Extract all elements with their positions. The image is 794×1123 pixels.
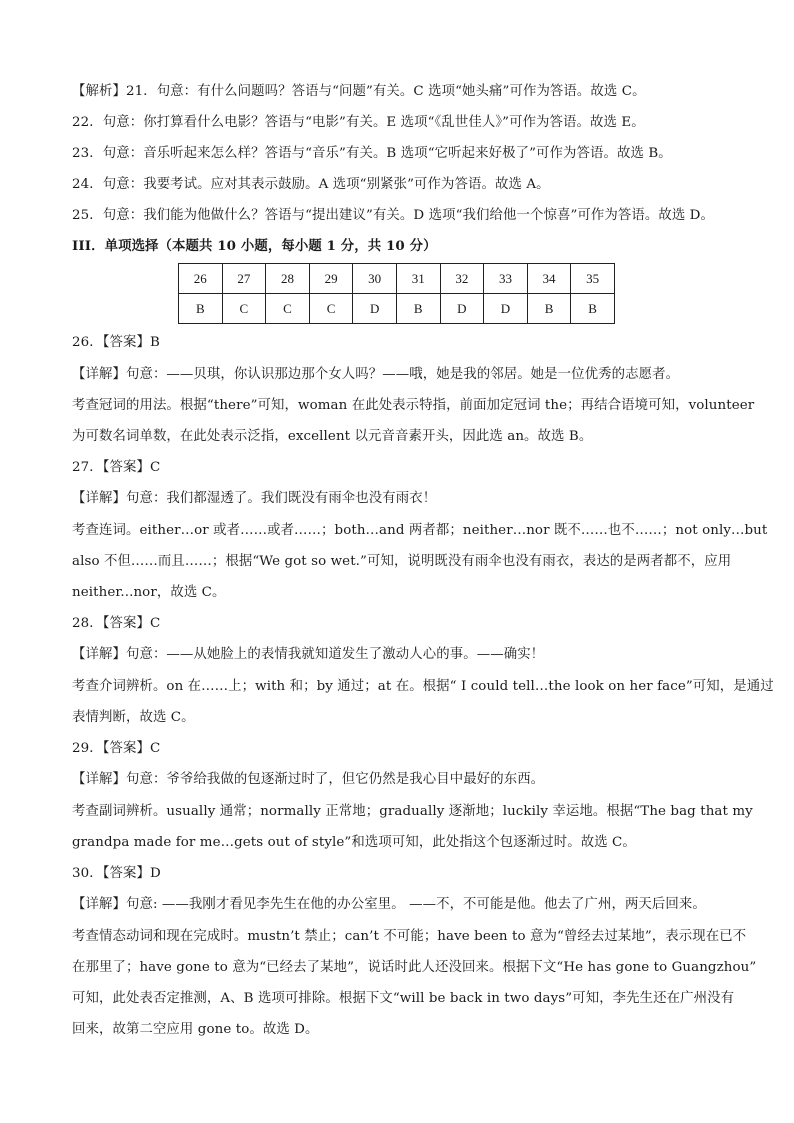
table-cell-number: 31 bbox=[396, 264, 440, 294]
table-cell-answer: C bbox=[266, 294, 310, 324]
detail-27-line-2: 考查连词。either…or 或者……或者……；both…and 两者都；neither…nor 既不……也不……；not only…but bbox=[72, 523, 768, 538]
answer-30: 30．【答案】D bbox=[72, 866, 161, 881]
table-cell-number: 32 bbox=[440, 264, 484, 294]
detail-28-line-1: 【详解】句意：——从她脸上的表情我就知道发生了激动人心的事。——确实！ bbox=[72, 647, 545, 662]
detail-26-line-3: 为可数名词单数，在此处表示泛指，excellent 以元音音素开头，因此选 an。故选 B。 bbox=[72, 429, 593, 444]
detail-30-line-1: 【详解】句意: ——我刚才看见李先生在他的办公室里。 ——不，不可能是他。他去了广州，两天后回来。 bbox=[72, 897, 706, 912]
answer-29: 29．【答案】C bbox=[72, 741, 161, 756]
detail-28-line-2: 考查介词辨析。on 在……上；with 和；by 通过；at 在。根据“ I could tell…the look on her face”可知，是通过 bbox=[72, 679, 774, 694]
detail-27-line-3: also 不但……而且……；根据“We got so wet.”可知，说明既没有雨伞也没有雨衣，表达的是两者都不，应用 bbox=[72, 554, 732, 569]
table-cell-answer: B bbox=[571, 294, 615, 324]
table-cell-number: 29 bbox=[309, 264, 353, 294]
table-cell-number: 27 bbox=[222, 264, 266, 294]
table-cell-answer: C bbox=[222, 294, 266, 324]
table-cell-answer: B bbox=[396, 294, 440, 324]
answer-27: 27．【答案】C bbox=[72, 460, 161, 475]
analysis-22: 22．句意：你打算看什么电影？答语与“电影”有关。E 选项“《乱世佳人》”可作为答语。故选 E。 bbox=[72, 115, 645, 130]
answer-26: 26．【答案】B bbox=[72, 335, 160, 350]
answer-table bbox=[178, 263, 615, 324]
detail-26-line-2: 考查冠词的用法。根据“there”可知，woman 在此处表示特指，前面加定冠词 the；再结合语境可知，volunteer bbox=[72, 398, 755, 413]
detail-30-line-2: 考查情态动词和现在完成时。mustn’t 禁止；can’t 不可能；have been to 意为“曾经去过某地”，表示现在已不 bbox=[72, 929, 747, 944]
answer-table-answers-row bbox=[179, 294, 615, 324]
analysis-21: 【解析】21．句意：有什么问题吗？答语与“问题”有关。C 选项“她头痛”可作为答语。故选 C。 bbox=[72, 84, 646, 99]
table-cell-answer: C bbox=[309, 294, 353, 324]
analysis-25: 25．句意：我们能为他做什么？答语与“提出建议”有关。D 选项“我们给他一个惊喜”可作为答语。故选 D。 bbox=[72, 208, 715, 223]
answer-28: 28．【答案】C bbox=[72, 616, 161, 631]
detail-29-line-1: 【详解】句意：爷爷给我做的包逐渐过时了，但它仍然是我心目中最好的东西。 bbox=[72, 772, 545, 787]
section-heading: III．单项选择（本题共 10 小题，每小题 1 分，共 10 分） bbox=[72, 238, 437, 254]
table-cell-answer: D bbox=[484, 294, 528, 324]
table-cell-number: 26 bbox=[179, 264, 223, 294]
detail-30-line-5: 回来，故第二空应用 gone to。故选 D。 bbox=[72, 1022, 319, 1037]
table-cell-number: 33 bbox=[484, 264, 528, 294]
detail-27-line-4: neither...nor，故选 C。 bbox=[72, 585, 226, 600]
detail-27-line-1: 【详解】句意：我们都湿透了。我们既没有雨伞也没有雨衣！ bbox=[72, 491, 437, 506]
analysis-24: 24．句意：我要考试。应对其表示鼓励。A 选项“别紧张”可作为答语。故选 A。 bbox=[72, 177, 550, 192]
table-cell-answer: B bbox=[179, 294, 223, 324]
table-cell-answer: D bbox=[440, 294, 484, 324]
table-cell-answer: D bbox=[353, 294, 397, 324]
detail-26-line-1: 【详解】句意：——贝琪，你认识那边那个女人吗？——哦，她是我的邻居。她是一位优秀的志愿者。 bbox=[72, 367, 680, 382]
table-cell-answer: B bbox=[527, 294, 571, 324]
table-cell-number: 35 bbox=[571, 264, 615, 294]
table-cell-number: 28 bbox=[266, 264, 310, 294]
answer-table-numbers-row bbox=[179, 264, 615, 294]
detail-29-line-2: 考查副词辨析。usually 通常；normally 正常地；gradually 逐渐地；luckily 幸运地。根据“The bag that my bbox=[72, 804, 753, 819]
analysis-23: 23．句意：音乐听起来怎么样？答语与“音乐”有关。B 选项“它听起来好极了”可作为答语。故选 B。 bbox=[72, 146, 672, 161]
detail-28-line-3: 表情判断，故选 C。 bbox=[72, 710, 195, 725]
detail-30-line-3: 在那里了；have gone to 意为“已经去了某地”，说话时此人还没回来。根据下文“He has gone to Guangzhou” bbox=[72, 960, 757, 975]
table-cell-number: 34 bbox=[527, 264, 571, 294]
detail-30-line-4: 可知，此处表否定推测，A、B 选项可排除。根据下文“will be back in two days”可知，李先生还在广州没有 bbox=[72, 991, 735, 1006]
detail-29-line-3: grandpa made for me…gets out of style”和选项可知，此处指这个包逐渐过时。故选 C。 bbox=[72, 835, 636, 850]
table-cell-number: 30 bbox=[353, 264, 397, 294]
